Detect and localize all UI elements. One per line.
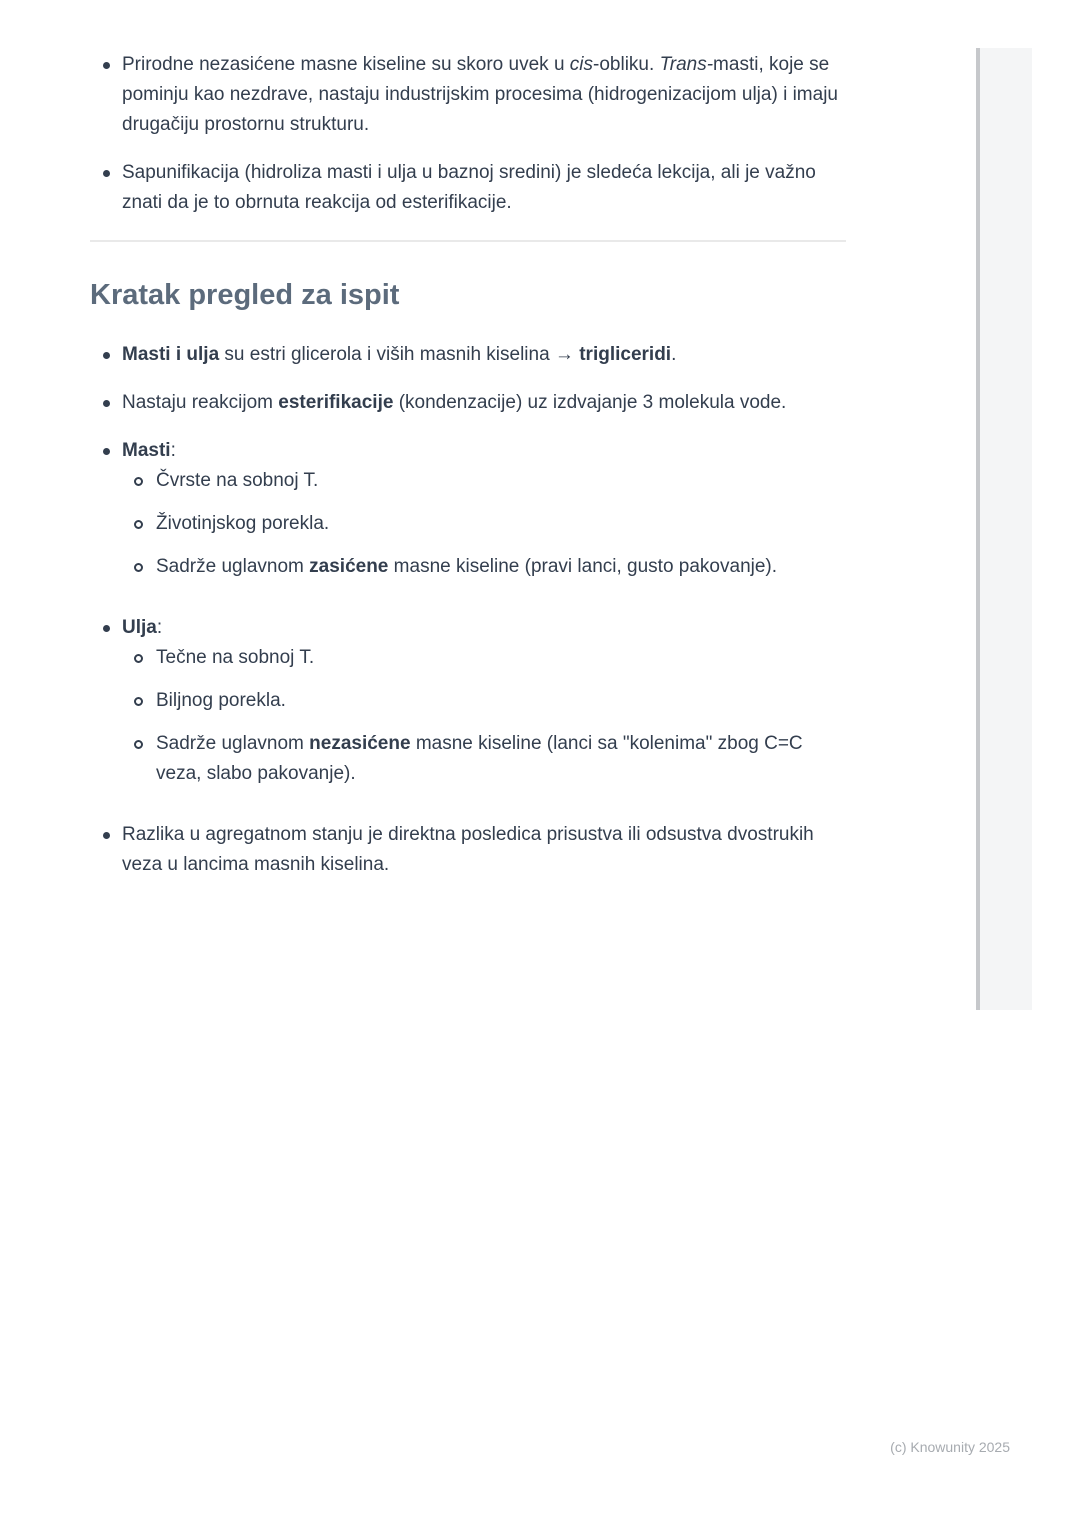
list-item-text <box>122 50 846 140</box>
bullet-marker <box>90 50 122 140</box>
copyright-footer: (c) Knowunity 2025 <box>890 1439 1010 1455</box>
bullet-marker <box>122 729 156 789</box>
list-item-text <box>122 158 846 218</box>
list-item <box>122 729 846 789</box>
list-item <box>90 388 846 418</box>
list-item-text <box>156 509 846 539</box>
list-item <box>90 436 846 595</box>
list-item <box>90 340 846 370</box>
text-run: nezasićene <box>309 733 411 754</box>
bullet-marker <box>122 509 156 539</box>
text-run: Biljnog porekla. <box>156 690 286 711</box>
list-item-text <box>122 436 846 595</box>
text-run: su estri glicerola i viših masnih kiselina → <box>219 344 580 365</box>
bullet-marker <box>122 686 156 716</box>
list-item <box>122 509 846 539</box>
text-run: . <box>671 344 677 365</box>
text-run: Životinjskog porekla. <box>156 513 330 534</box>
text-run: : <box>156 617 163 638</box>
list-item-text <box>122 613 846 802</box>
bullet-marker <box>90 388 122 418</box>
list-item-text <box>156 729 846 789</box>
list-item-text <box>156 643 846 673</box>
bullet-marker <box>90 613 122 802</box>
text-run: Sadrže uglavnom <box>156 733 310 754</box>
list-item <box>122 643 846 673</box>
bullet-disc-icon <box>103 170 110 177</box>
list-item <box>90 613 846 802</box>
list-item <box>90 158 846 218</box>
bullet-marker <box>90 820 122 880</box>
bullet-list <box>90 340 846 880</box>
bullet-marker <box>122 643 156 673</box>
text-run: Trans- <box>659 54 714 75</box>
bullet-circle-icon <box>134 520 143 529</box>
bullet-marker <box>90 436 122 595</box>
list-item <box>90 820 846 880</box>
bullet-disc-icon <box>103 352 110 359</box>
text-run: Kratak pregled za ispit <box>90 279 400 311</box>
list-item <box>90 50 846 140</box>
bullet-disc-icon <box>103 448 110 455</box>
section-heading <box>90 276 846 314</box>
list-item-text <box>156 552 846 582</box>
text-run: masne kiseline (lanci sa "kolenima" zbog C=C veza, slabo pakovanje). <box>156 733 803 784</box>
text-run: : <box>170 440 176 461</box>
text-run: cis <box>569 54 594 75</box>
text-run: masti, koje se pominju kao nezdrave, nastaju industrijskim procesima (hidrogenizacijom ulja) i imaju drugačiju prostornu strukturu. <box>122 54 838 135</box>
bullet-disc-icon <box>103 400 110 407</box>
text-run: Masti i ulja <box>122 344 220 365</box>
list-item-text <box>156 686 846 716</box>
list-item-text <box>122 388 846 418</box>
bullet-marker <box>122 552 156 582</box>
bullet-list <box>122 643 846 789</box>
text-run: esterifikacije <box>278 392 394 413</box>
bullet-circle-icon <box>134 697 143 706</box>
text-run: Razlika u agregatnom stanju je direktna posledica prisustva ili odsustva dvostrukih veza u lancima masnih kiselina. <box>122 824 814 875</box>
text-run: Sadrže uglavnom <box>156 556 310 577</box>
list-item <box>122 686 846 716</box>
list-item-text <box>122 820 846 880</box>
text-run: Čvrste na sobnoj T. <box>156 470 319 491</box>
list-item-text <box>122 340 846 370</box>
bullet-circle-icon <box>134 563 143 572</box>
text-run: -obliku. <box>593 54 660 75</box>
text-run: Masti <box>122 440 171 461</box>
text-run: Tečne na sobnoj T. <box>156 647 315 668</box>
bullet-marker <box>90 340 122 370</box>
text-run: Ulja <box>122 617 157 638</box>
text-run: (kondenzacije) uz izdvajanje 3 molekula vode. <box>393 392 787 413</box>
bullet-circle-icon <box>134 740 143 749</box>
list-item-text <box>156 466 846 496</box>
bullet-list <box>90 50 846 218</box>
text-run: zasićene <box>309 556 389 577</box>
bullet-marker <box>122 466 156 496</box>
bullet-circle-icon <box>134 477 143 486</box>
section-divider <box>90 240 846 242</box>
bullet-marker <box>90 158 122 218</box>
bullet-disc-icon <box>103 832 110 839</box>
bullet-disc-icon <box>103 62 110 69</box>
text-run: Sapunifikacija (hidroliza masti i ulja u baznoj sredini) je sledeća lekcija, ali je važno znati da je to obrnuta reakcija od esterifikacije. <box>122 162 816 213</box>
bullet-disc-icon <box>103 625 110 632</box>
text-run: Nastaju reakcijom <box>122 392 279 413</box>
bullet-circle-icon <box>134 654 143 663</box>
bullet-list <box>122 466 846 582</box>
text-run: trigliceridi <box>579 344 672 365</box>
scrollbar[interactable] <box>976 48 1032 1010</box>
document-content <box>90 50 846 898</box>
text-run: masne kiseline (pravi lanci, gusto pakovanje). <box>388 556 778 577</box>
list-item <box>122 552 846 582</box>
text-run: Prirodne nezasićene masne kiseline su skoro uvek u <box>122 54 570 75</box>
list-item <box>122 466 846 496</box>
